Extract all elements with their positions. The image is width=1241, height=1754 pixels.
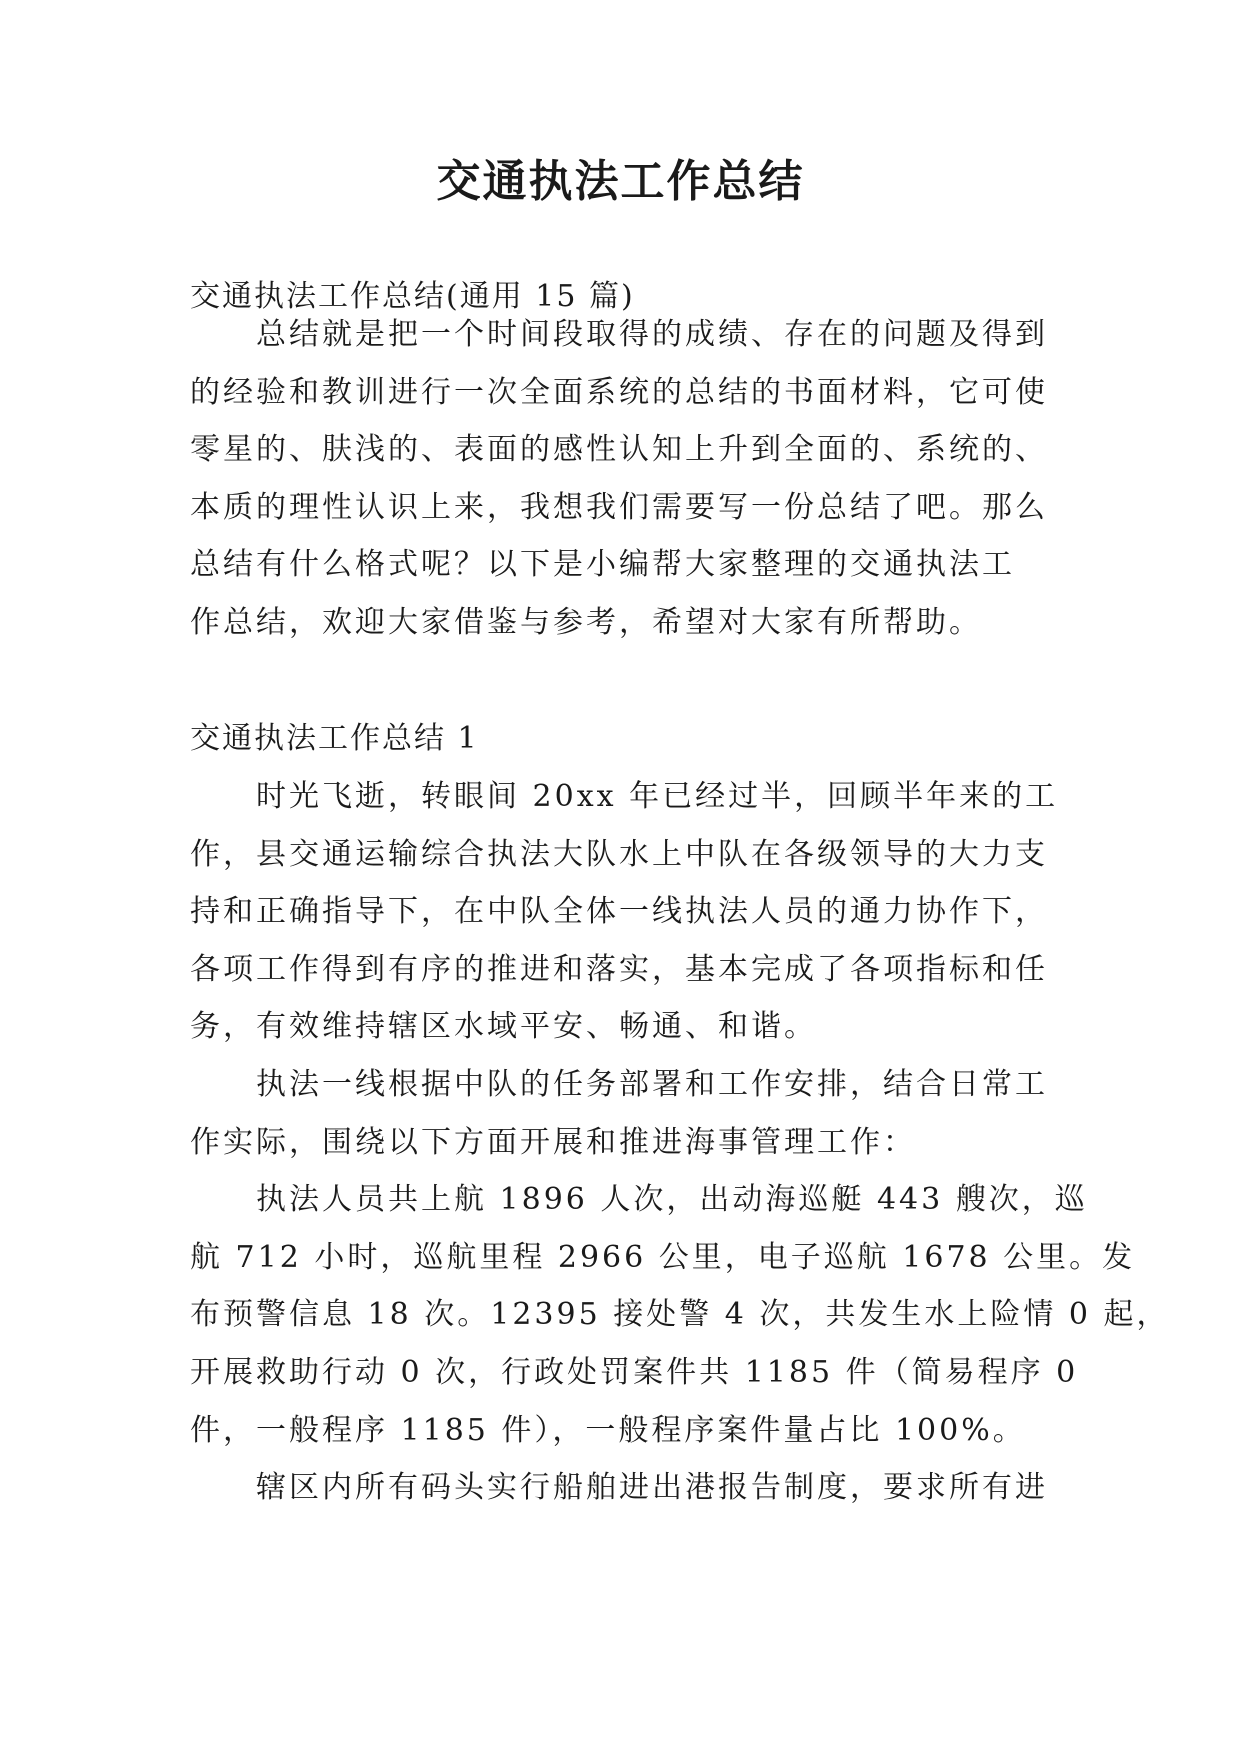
section1-body (190, 768, 1170, 1517)
intro-paragraph (190, 306, 1070, 652)
intro-line: 零星的、肤浅的、表面的感性认知上升到全面的、系统的、 (190, 432, 1048, 468)
paragraph-line: 开展救助行动 0 次，行政处罚案件共 1185 件（简易程序 0 (190, 1354, 1079, 1390)
paragraph-line: 时光飞逝，转眼间 20xx 年已经过半，回顾半年来的工 (256, 779, 1059, 814)
paragraph-line: 执法人员共上航 1896 人次，出动海巡艇 443 艘次，巡 (256, 1182, 1088, 1218)
paragraph-line: 作实际，围绕以下方面开展和推进海事管理工作： (190, 1124, 916, 1160)
paragraph-line: 辖区内所有码头实行船舶进出港报告制度，要求所有进 (256, 1470, 1048, 1506)
paragraph-line: 持和正确指导下，在中队全体一线执法人员的通力协作下， (190, 894, 1048, 930)
paragraph-line: 务，有效维持辖区水域平安、畅通、和谐。 (190, 1009, 817, 1045)
intro-line: 作总结，欢迎大家借鉴与参考，希望对大家有所帮助。 (190, 604, 982, 640)
document-title: 交通执法工作总结 (436, 156, 805, 207)
paragraph-line: 各项工作得到有序的推进和落实，基本完成了各项指标和任 (190, 951, 1048, 987)
paragraph-line: 件，一般程序 1185 件），一般程序案件量占比 100%。 (190, 1412, 1026, 1448)
section-heading: 交通执法工作总结 1 (190, 721, 479, 756)
document-subtitle: 交通执法工作总结(通用 15 篇) (190, 279, 635, 314)
intro-line: 的经验和教训进行一次全面系统的总结的书面材料，它可使 (190, 374, 1048, 410)
paragraph-line: 布预警信息 18 次。12395 接处警 4 次，共发生水上险情 0 起， (190, 1297, 1170, 1333)
paragraph-line: 执法一线根据中队的任务部署和工作安排，结合日常工 (256, 1066, 1048, 1102)
intro-line: 本质的理性认识上来，我想我们需要写一份总结了吧。那么 (190, 489, 1048, 525)
paragraph-line: 航 712 小时，巡航里程 2966 公里，电子巡航 1678 公里。发 (190, 1239, 1136, 1275)
intro-line: 总结有什么格式呢？以下是小编帮大家整理的交通执法工 (190, 547, 1015, 583)
intro-line: 总结就是把一个时间段取得的成绩、存在的问题及得到 (256, 317, 1048, 352)
paragraph-line: 作，县交通运输综合执法大队水上中队在各级领导的大力支 (190, 836, 1048, 872)
